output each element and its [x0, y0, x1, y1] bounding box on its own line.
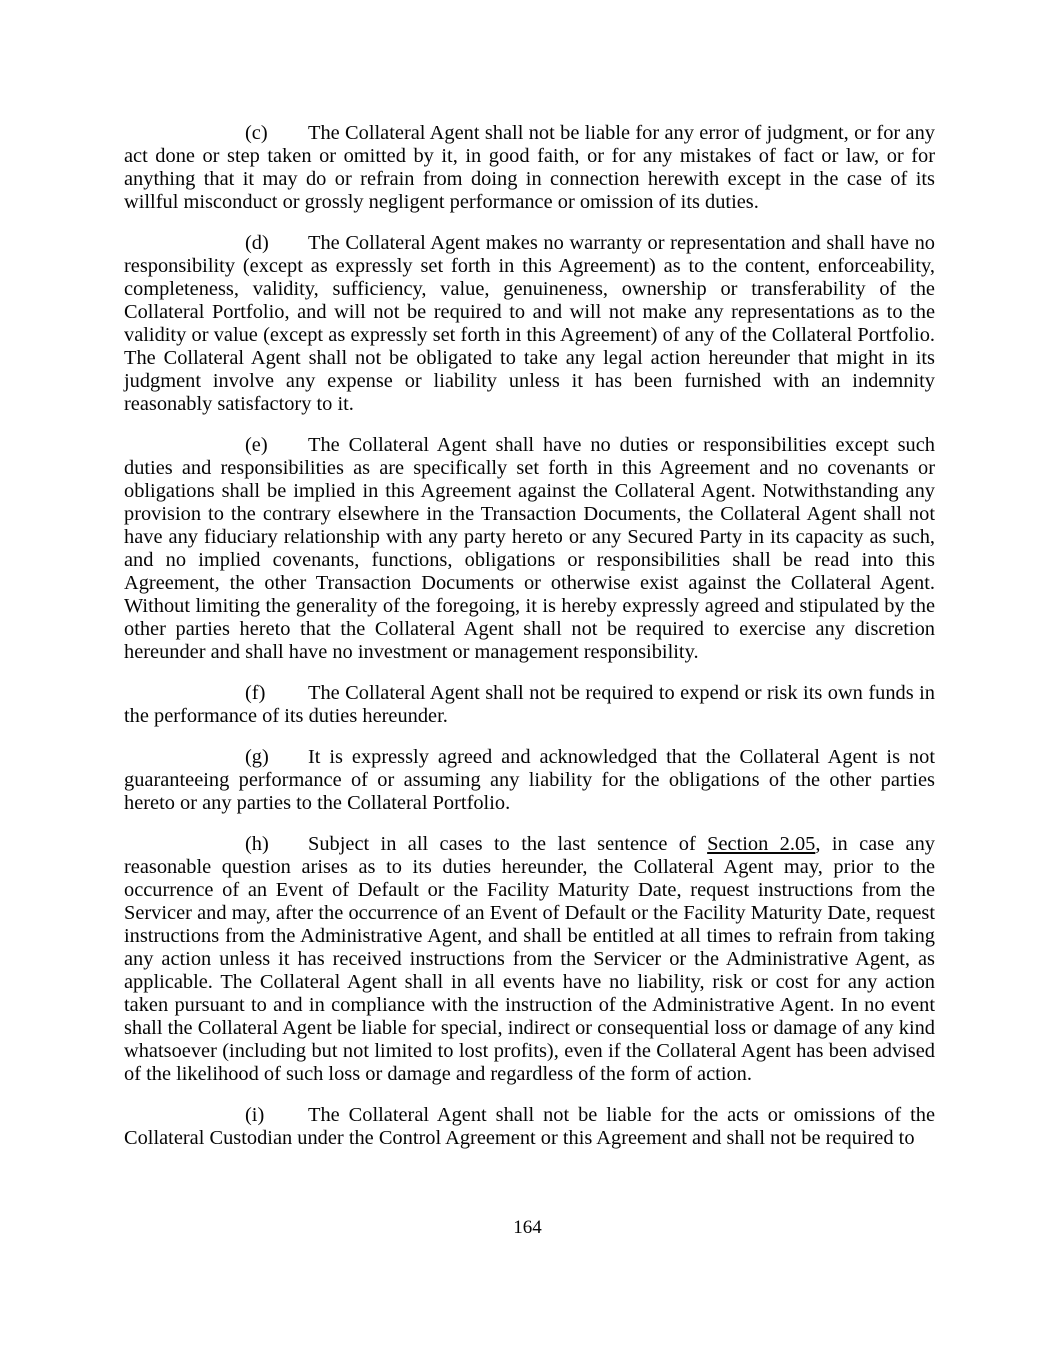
- paragraph-label: (g): [245, 746, 269, 768]
- paragraph-text: The Collateral Agent shall not be required to expend or risk its own funds in the performance of its duties hereunder.: [124, 682, 935, 727]
- paragraph-i: [124, 1104, 935, 1150]
- paragraph-label: (e): [245, 434, 268, 456]
- paragraph-text: Subject in all cases to the last sentence of: [308, 833, 708, 855]
- paragraph-text: The Collateral Agent shall not be liable for any error of judgment, or for any act done or step taken or omitted by it, in good faith, or for any mistakes of fact or law, or for anything that it may do or refrain from doing in connection herewith except in the case of its willful misconduct or grossly negligent performance or omission of its duties.: [124, 122, 935, 213]
- paragraph-text: The Collateral Agent shall not be liable for the acts or omissions of the Collateral Custodian under the Control Agreement or this Agreement and shall not be required to: [124, 1104, 935, 1149]
- paragraph-h: [124, 833, 935, 1086]
- paragraph-text: The Collateral Agent makes no warranty or representation and shall have no responsibility (except as expressly set forth in this Agreement) as to the content, enforceability, completeness, validity, sufficiency, value, genuineness, ownership or transferability of the Collateral Portfolio, and will not be required to and will not make any representations as to the validity or value (except as expressly set forth in this Agreement) of any of the Collateral Portfolio. The Collateral Agent shall not be obligated to take any legal action hereunder that might in its judgment involve any expense or liability unless it has been furnished with an indemnity reasonably satisfactory to it.: [124, 232, 935, 415]
- paragraph-e: [124, 434, 935, 664]
- paragraph-text: , in case any reasonable question arises as to its duties hereunder, the Collateral Agent may, prior to the occurrence of an Event of Default or the Facility Maturity Date, request instructions from the Servicer and may, after the occurrence of an Event of Default or the Facility Maturity Date, request instructions from the Administrative Agent, and shall be entitled at all times to refrain from taking any action unless it has received instructions from the Servicer or the Administrative Agent, as applicable. The Collateral Agent shall in all events have no liability, risk or cost for any action taken pursuant to and in compliance with the instruction of the Administrative Agent. In no event shall the Collateral Agent be liable for special, indirect or consequential loss or damage of any kind whatsoever (including but not limited to lost profits), even if the Collateral Agent has been advised of the likelihood of such loss or damage and regardless of the form of action.: [124, 833, 935, 1085]
- paragraph-label: (h): [245, 833, 269, 855]
- paragraph-f: [124, 682, 935, 728]
- paragraph-c: [124, 122, 935, 214]
- paragraph-label: (c): [245, 122, 268, 144]
- paragraph-text: The Collateral Agent shall have no duties or responsibilities except such duties and responsibilities as are specifically set forth in this Agreement and no covenants or obligations shall be implied in this Agreement against the Collateral Agent. Notwithstanding any provision to the contrary elsewhere in the Transaction Documents, the Collateral Agent shall not have any fiduciary relationship with any party hereto or any Secured Party in its capacity as such, and no implied covenants, functions, obligations or responsibilities shall be read into this Agreement, the other Transaction Documents or otherwise exist against the Collateral Agent. Without limiting the generality of the foregoing, it is hereby expressly agreed and stipulated by the other parties hereto that the Collateral Agent shall not be required to exercise any discretion hereunder and shall have no investment or management responsibility.: [124, 434, 935, 663]
- paragraph-label: (d): [245, 232, 269, 254]
- paragraph-text: It is expressly agreed and acknowledged that the Collateral Agent is not guaranteeing performance of or assuming any liability for the obligations of the other parties hereto or any parties to the Collateral Portfolio.: [124, 746, 935, 814]
- paragraph-d: [124, 232, 935, 416]
- paragraph-label: (f): [245, 682, 266, 704]
- paragraph-g: [124, 746, 935, 815]
- section-2-05-reference: Section 2.05: [707, 833, 816, 855]
- page-number: 164: [513, 1217, 542, 1238]
- paragraph-label: (i): [245, 1104, 265, 1126]
